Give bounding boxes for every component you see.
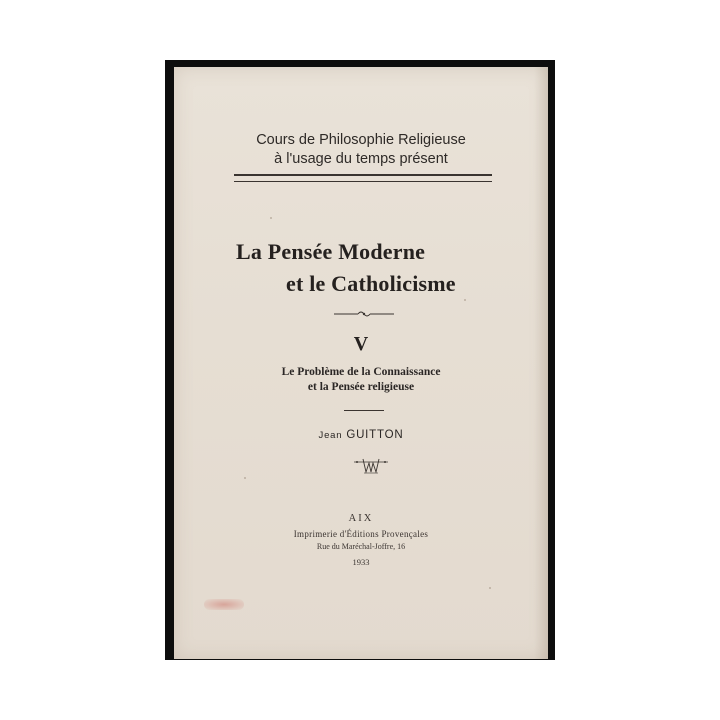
volume-subtitle — [174, 365, 548, 395]
author-name — [174, 429, 548, 441]
publication-place: AIX — [348, 513, 374, 524]
paper-speck — [489, 587, 491, 589]
printer-mark-icon — [354, 457, 388, 475]
double-rule-divider — [234, 174, 492, 182]
series-line-2: à l'usage du temps présent — [274, 151, 448, 167]
title-line-2: et le Catholicisme — [286, 271, 456, 296]
publisher-name: Imprimerie d'Éditions Provençales — [293, 529, 429, 539]
author-last-name: GUITTON — [346, 429, 404, 441]
paper-speck — [270, 217, 272, 219]
subtitle-line-1: Le Problème de la Connaissance — [281, 366, 441, 378]
title-line-1: La Pensée Moderne — [236, 239, 426, 264]
author-first-name: Jean — [318, 430, 343, 441]
ornament-divider-icon — [334, 310, 394, 318]
paper-speck — [244, 477, 246, 479]
publisher-address: Rue du Maréchal-Joffre, 16 — [316, 542, 406, 551]
paper-speck — [464, 299, 466, 301]
series-line-1: Cours de Philosophie Religieuse — [256, 132, 466, 148]
volume-number: V — [353, 333, 369, 355]
subtitle-line-2: et la Pensée religieuse — [307, 381, 415, 393]
short-rule-divider — [344, 410, 384, 411]
book-cover — [174, 67, 548, 659]
publication-year: 1933 — [352, 557, 370, 567]
red-stain-mark — [204, 599, 244, 610]
series-title — [174, 131, 548, 169]
